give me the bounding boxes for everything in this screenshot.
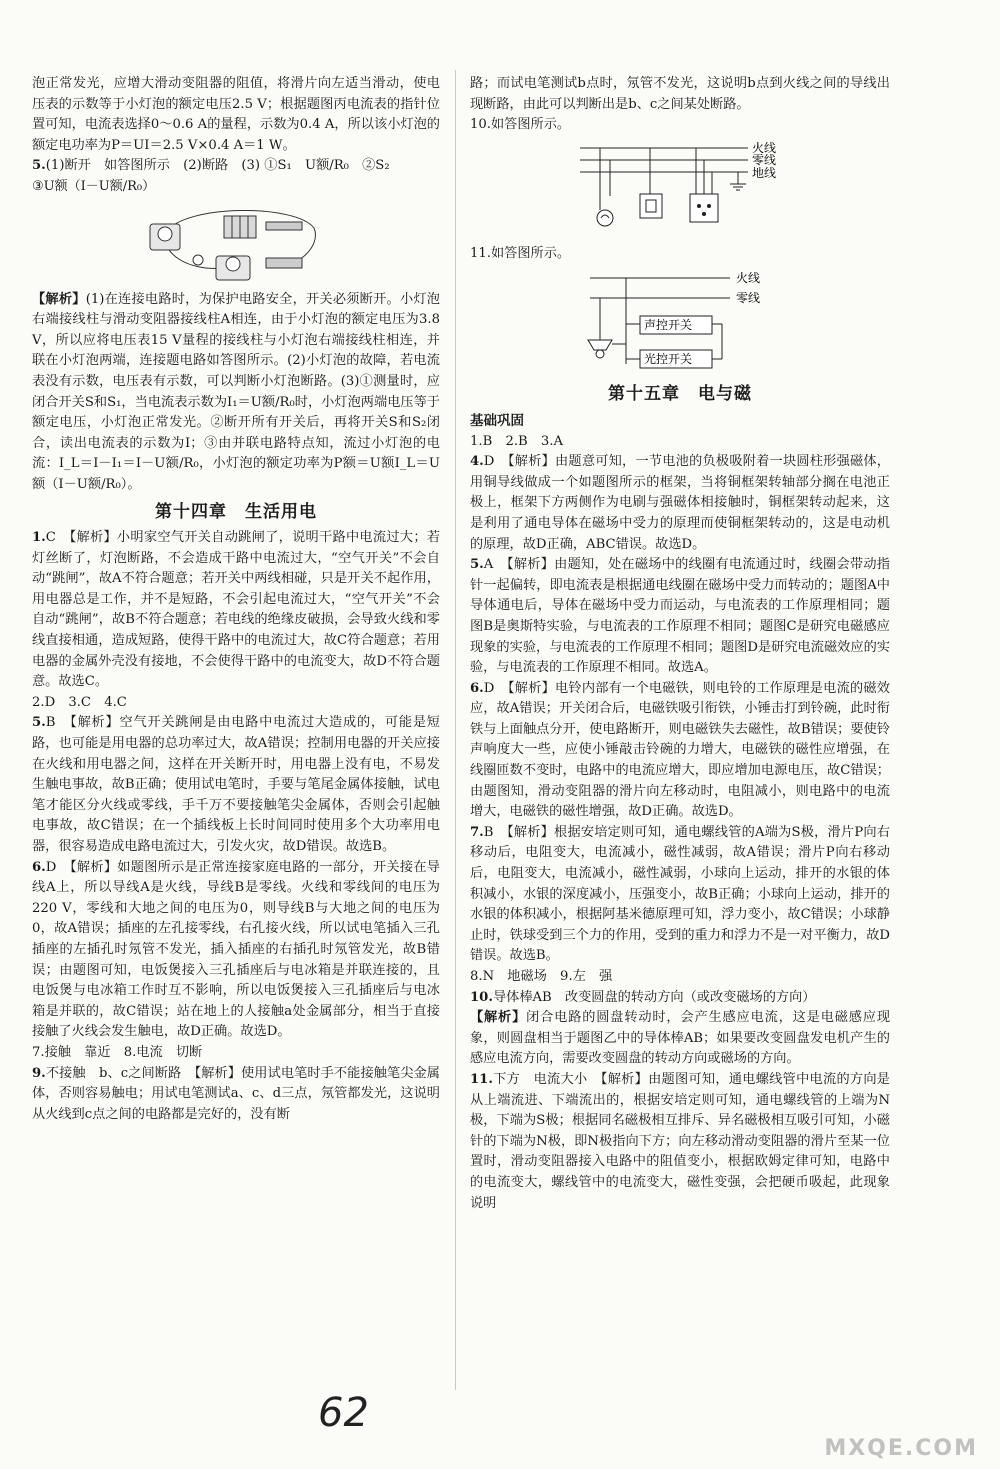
household-circuit-diagram-q10 [570,140,790,240]
ch14-q5: 5.B 【解析】空气开关跳闸是由电路中电流过大造成的，可能是短路，也可能是用电器的总功率过大，故A错误；控制用电器的开关应接在火线和用电器之间，这样在开关断开时，用电器上没有电，不易发生触电事故，故B正确；使用试电笔时，手要与笔尾金属体接触，试电笔才能区分火线或零线，手千万不要接触笔尖金属体，否则会引起触电事故，故C错误；在一个插线板上长时间同时使用多个大功率用电器，很容易造成电路电流过大，引发火灾，故D错误。故选B。 [32,715,440,854]
ch15-q11: 11.下方 电流大小 【解析】由题图可知，通电螺线管中电流的方向是从上端流进、下端流出的，根据安培定则可知，通电螺线管的上端为N极，下端为S极；根据同名磁极相互排斥、异名磁极相互吸引可知，小磁针的下端为N极，即N极指向下方；向左移动滑动变阻器的滑片至某一位置时，滑动变阻器接入电路中的阻值变小，根据欧姆定律可知，电路中的电流变大，螺线管中的电流变大，磁性变强，会把硬币吸起，此现象说明 [470,1071,890,1211]
ch14-q7-q8: 7.接触 靠近 8.电流 切断 [32,1044,203,1060]
q5-answer-text: (1)断开 如答图所示 (2)断路 (3) ①S₁ U额/R₀ ②S₂ [45,158,390,174]
ch15-q6: 6.D 【解析】电铃内部有一个电磁铁，则电铃的工作原理是电流的磁效应，故A错误；开关闭合后，电磁铁吸引衔铁，小锤击打到铃碗，此时衔铁与上面触点分开，使电路断开，则电磁铁失去磁性，故B错误；要使铃声响度大一些，应使小锤敲击铃碗的力增大，电磁铁的磁性应增强，在线圈匝数不变时，电路中的电流应增大，即应增加电源电压，故C错误；由题图知，滑动变阻器的滑片向左移动时，电阻减小，则电路中的电流增大，电磁铁的磁性增强，故D正确。故选D。 [470,680,890,820]
chapter-14-title: 第十四章 生活用电 [155,501,317,522]
ch15-q7: 7.B 【解析】根据安培定则可知，通电螺线管的A端为S极，滑片P向右移动后，电阻变大，电流减小，磁性减弱，故A错误；滑片P向右移动后，电阻变大，电流减小，磁性减弱，小球向上运动，排开的水银的体积减小，水银的深度减小，压强变小，故B正确；小球向上运动，排开的水银的体积减小，根据阿基米德原理可知，浮力变小，故C错误；小球静止时，铁球受到三个力的作用，受到的重力和浮力不是一对平衡力，故D错误。故选B。 [470,824,890,964]
neutral-wire-label: 零线 [752,152,777,167]
intro-paragraph: 泡正常发光，应增大滑动变阻器的阻值，将滑片向左适当滑动，使电压表的示数等于小灯泡的额定电压2.5 V；根据题图丙电流表的指针位置可知，电流表选择0～0.6 A的量程，示数为0.4 A，所以该小灯泡的额定电功率为P＝UI＝2.5 V×0.4 A＝1 W。 [32,76,440,153]
q5-number: 5. [32,158,46,174]
ch14-q6: 6.D 【解析】如题图所示是正常连接家庭电路的一部分，开关接在导线A上，所以导线A是火线，导线B是零线。火线和零线间的电压为220 V，零线和大地之间的电压为0，则导线B与大地之间的电压为0，故A错误；插座的左孔接零线，右孔接火线，所以试电笔插入三孔插座的左插孔时氖管不发光，插入插座的右插孔时氖管发光，故B错误；由题图可知，电饭煲接入三孔插座后与电冰箱是并联连接的，且电饭煲与电冰箱工作时互不影响，所以电饭煲接入三孔插座后与电冰箱是并联的，故C错误；站在地上的人接触a处金属部分，相当于直接接触了火线会发生触电，故D正确。故选D。 [32,859,440,1040]
circuit-diagram-q5 [146,202,326,286]
analysis-tag: 【解析】 [32,291,86,307]
ch15-q8-q9: 8.N 地磁场 9.左 强 [470,969,613,984]
switch-circuit-diagram-q11 [570,268,790,378]
neutral-wire-label-11: 零线 [736,291,761,306]
right-column [470,74,890,1214]
ch14-q11: 11.如答图所示。 [470,245,571,261]
light-switch-label: 光控开关 [644,352,693,367]
page-number: 62 [318,1390,369,1436]
ground-wire-label: 地线 [752,165,777,180]
ch15-q10-analysis: 【解析】闭合电路的圆盘转动时，会产生感应电流，这是电磁感应现象，则圆盘相当于题图乙中的导体棒AB；如果要改变圆盘发电机产生的感应电流方向，需要改变圆盘的转动方向或磁场的方向。 [470,1010,891,1067]
left-column [32,74,440,1125]
sound-switch-label: 声控开关 [644,318,693,333]
watermark: MXQE.COM [824,1436,978,1461]
column-divider [455,70,456,1390]
ch15-q1-q3: 1.B 2.B 3.A [470,433,564,449]
q5-answer-formula: ③U额（I－U额/R₀） [32,178,156,194]
ch15-q10: 10.导体棒AB 改变圆盘的转动方向（或改变磁场的方向） [470,989,816,1005]
ch15-q5: 5.A 【解析】由题知，处在磁场中的线圈有电流通过时，线圈会带动指针一起偏转，即电流表是根据通电线圈在磁场中受力而转动的；题图A中导体通电后，导体在磁场中受力而运动，与电流表的工作原理相同；题图B是奥斯特实验，与电流表的工作原理不相同；题图C是研究电磁感应现象的实验，与电流表的工作原理不相同；题图D是研究电流磁效应的实验，与电流表的工作原理不相同。故选A。 [470,557,890,676]
ch14-q10: 10.如答图所示。 [470,117,571,133]
ch14-q2-q4: 2.D 3.C 4.C [32,694,127,710]
ch14-q9: 9.不接触 b、c之间断路 【解析】使用试电笔时手不能接触笔尖金属体，否则容易触电；用试电笔测试a、c、d三点，氖管都发光，这说明从火线到c点之间的电路都是完好的，没有断 [32,1065,440,1122]
ch15-q4: 4.D 【解析】由题意可知，一节电池的负极吸附着一块圆柱形强磁体，用铜导线做成一个如题图所示的框架，当将铜框架转轴部分搁在电池正极上，框架下方两侧作为电刷与强磁体相接触时，铜框架转动起来，这是利用了通电导体在磁场中受力的原理而使铜框架转动的，这是电动机的原理，故D正确，ABC错误。故选D。 [470,454,890,552]
live-wire-label: 火线 [752,140,777,155]
section-basic-heading: 基础巩固 [470,412,524,429]
q5-answer [32,156,440,177]
q9-continued: 路；而试电笔测试b点时，氖管不发光，这说明b点到火线之间的导线出现断路，由此可以判断出是b、c之间某处断路。 [470,76,890,112]
live-wire-label-11: 火线 [736,271,761,286]
q5-analysis: 【解析】(1)在连接电路时，为保护电路安全，开关必须断开。小灯泡右端接线柱与滑动变阻器接线柱A相连，由于小灯泡的额定电压为3.8 V，所以应将电压表15 V量程的接线柱与小灯泡右端接线柱相连，并联在小灯泡两端，连接题电路如答图所示。(2)小灯泡的故障，若电流表没有示数，电压表有示数，可以判断小灯泡断路。(3)①测量时，应闭合开关S和S₁，当电流表示数为I₁＝U额/R₀时，小灯泡两端电压等于额定电压，小灯泡正常发光。②断开所有开关后，再将开关S和S₂闭合，读出电流表的示数为I；③由并联电路特点知，流过小灯泡的电流：I_L＝I－I₁＝I－U额/R₀，小灯泡的额定功率为P额＝U额I_L＝U额（I－U额/R₀）。 [32,291,440,492]
ch14-q1: 1.C 【解析】小明家空气开关自动跳闸了，说明干路中电流过大；若灯丝断了，灯泡断路，不会造成干路中电流过大，“空气开关”不会自动“跳闸”，故A不符合题意；若开关中两线相碰，只是开关不起作用，用电器总是工作，并不是短路，不会引起电流过大，“空气开关”不会自动“跳闸”，故B不符合题意；若电线的绝缘皮破损，会导致火线和零线直接相通，造成短路，使得干路中的电流过大，故C符合题意；若用电器的金属外壳没有接地，不会使得干路中的电流变大，故D不符合题意。故选C。 [32,530,440,690]
chapter-15-title: 第十五章 电与磁 [608,384,752,405]
